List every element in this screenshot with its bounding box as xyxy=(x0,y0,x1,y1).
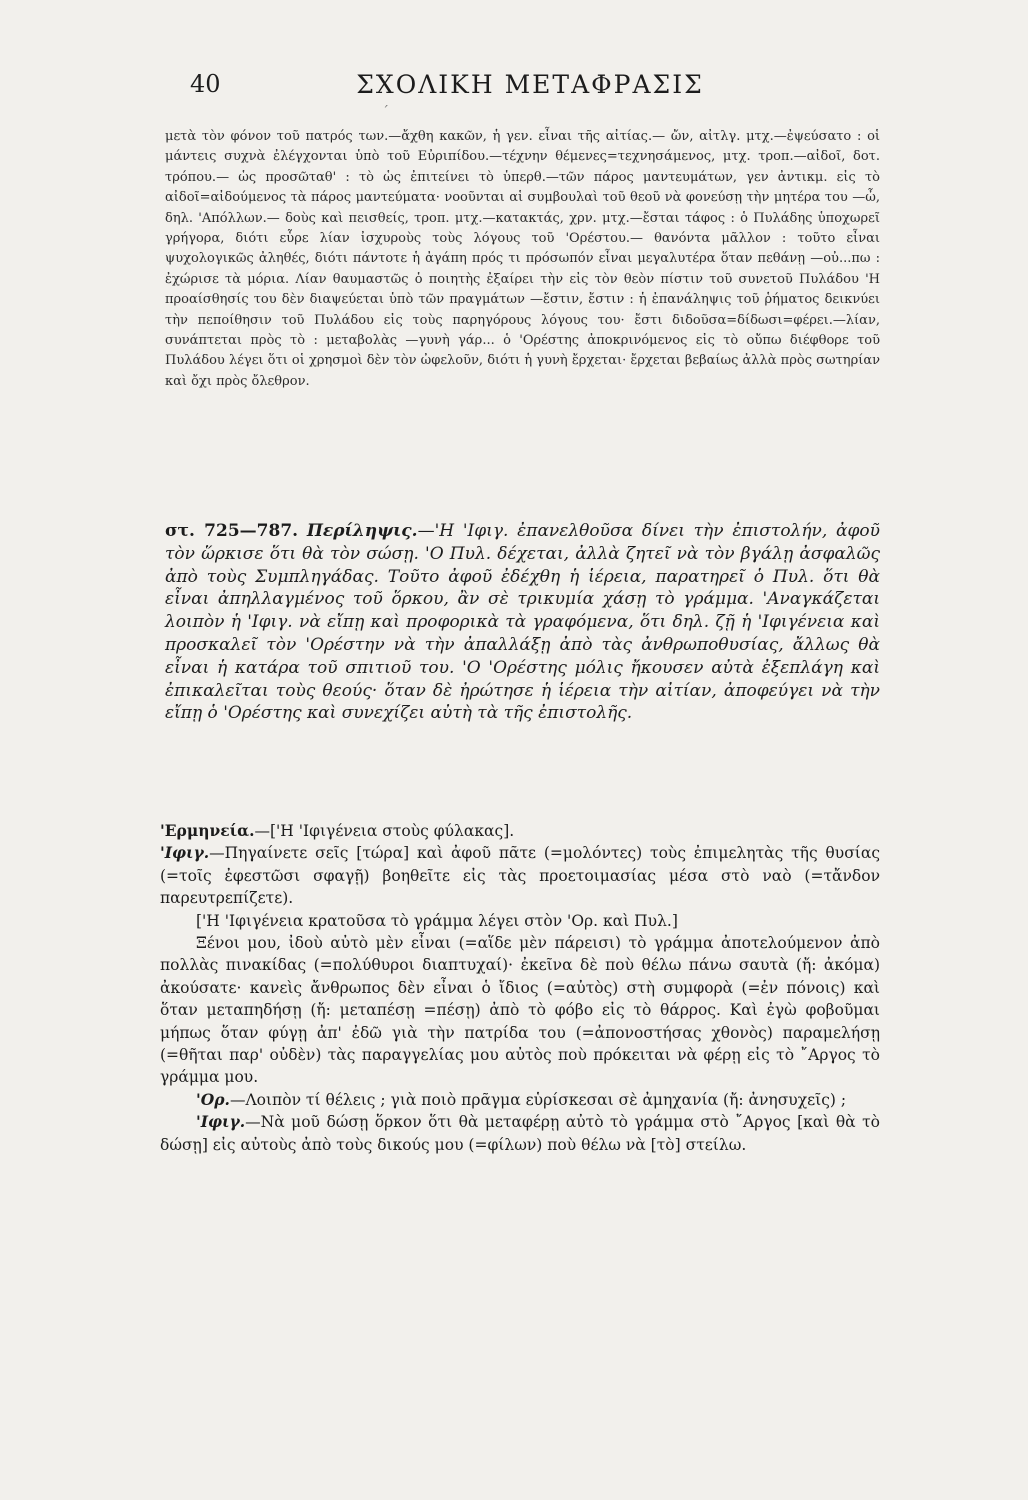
running-title: ΣΧΟΛΙΚΗ ΜΕΤΑΦΡΑΣΙΣ xyxy=(356,70,704,99)
translation-text: —Λοιπὸν τί θέλεις ; γιὰ ποιὸ πρᾶγμα εὑρίσκεσαι σὲ ἀμηχανία (ἤ: ἀνησυχεῖς) ; xyxy=(229,1090,847,1109)
notes-paragraph: μετὰ τὸν φόνον τοῦ πατρός των.—ἄχθη κακῶν, ἡ γεν. εἶναι τῆς αἰτίας.— ὤν, αἰτλγ. μτχ.—ἐψεύσατο : οἱ μάντεις συχνὰ ἐλέγχονται ὑπὸ τοῦ Εὐριπίδου.—τέχνην θέμενες=τεχνησάμενος, μτχ. τροπ.—αἰδοῖ, δοτ. τρόπου.— ὡς προσῶταθ' : τὸ ὡς ἐπιτείνει τὸ ὑπερθ.—τῶν πάρος μαντευμάτων, γεν ἀντικμ. εἰς τὸ αἰδοῖ=αἰδούμενος τὰ πάρος μαντεύματα· νοοῦνται αἱ συμβουλαὶ τοῦ θεοῦ νὰ φονεύσῃ τὴν μητέρα του —ὦ, δηλ. 'Απόλλων.— δοὺς καὶ πεισθείς, τροπ. μτχ.—κατακτάς, χρν. μτχ.—ἔσται τάφος : ὁ Πυλάδης ὑποχωρεῖ γρήγορα, διότι εὗρε λίαν ἰσχυροὺς τοὺς λόγους τοῦ 'Ορέστου.— θανόντα μᾶλλον : τοῦτο εἶναι ψυχολογικῶς ἀληθές, διότι πάντοτε ἡ ἀγάπη πρός τι πρόσωπόν εἶναι μεγαλυτέρα ὅταν πεθάνῃ —οὐ...πω : ἐχώρισε τὰ μόρια. Λίαν θαυμαστῶς ὁ ποιητὴς ἐξαίρει τὴν εἰς τὸν θεὸν πίστιν τοῦ συνετοῦ Πυλάδου 'Η προαίσθησίς του δὲν διαψεύεται ὑπὸ τῶν πραγμάτων —ἔστιν, ἔστιν : ἡ ἐπανάληψις τοῦ ῥήματος δεικνύει τὴν πεποίθησιν τοῦ Πυλάδου εἰς τοὺς παρηγόρους λόγους του· ἔστι διδοῦσα=δίδωσι=φέρει.—λίαν, συνάπτεται πρὸς τὸ : μεταβολὰς —γυνὴ γάρ... ὁ 'Ορέστης ἀποκρινόμενος εἰς τὸ οὔπω διέφθορε τοῦ Πυλάδου λέγει ὅτι οἱ χρησμοὶ δὲν τὸν ὠφελοῦν, διότι ἡ γυνὴ ἔρχεται· ἔρχεται βεβαίως ἀλλὰ πρὸς σωτηρίαν καὶ ὄχι πρὸς ὄλεθρον. xyxy=(165,129,880,389)
verse-range-label: στ. 725—787. xyxy=(165,521,299,541)
translation-block xyxy=(160,1111,880,1156)
translation-text: —Νὰ μοῦ δώσῃ ὅρκον ὅτι θὰ μεταφέρῃ αὐτὸ τὸ γράμμα στὸ ῎Αργος [καὶ θὰ τὸ δώσῃ] εἰς αὐτοὺς ἀπὸ τοὺς δικούς μου (=φίλων) ποὺ θέλω νὰ [τὸ] στείλω. xyxy=(160,1113,880,1154)
speaker-label: 'Ορ. xyxy=(196,1089,230,1109)
stage-direction xyxy=(160,910,880,932)
translation-block xyxy=(160,932,880,1089)
translation-heading: 'Ερμηνεία. xyxy=(160,821,255,840)
translation-block xyxy=(160,1089,880,1111)
summary-heading: Περίληψις. xyxy=(306,521,418,541)
translation-heading-line xyxy=(160,820,880,842)
ink-mark: ˊ xyxy=(382,104,389,120)
translation-text: —Πηγαίνετε σεῖς [τώρα] καὶ ἀφοῦ πᾶτε (=μολόντες) τοὺς ἐπιμελητὰς τῆς θυσίας (=τοῖς ἐφεστῶσι σφαγῇ) βοηθεῖτε εἰς τὰς προετοιμασίας μέσα στὸ ναὸ (=τἄνδον παρευτρεπίζετε). xyxy=(160,844,880,908)
speaker-label: 'Ιφιγ. xyxy=(160,843,210,863)
summary-text: —'Η 'Ιφιγ. ἐπανελθοῦσα δίνει τὴν ἐπιστολήν, ἀφοῦ τὸν ὥρκισε ὅτι θὰ τὸν σώσῃ. 'Ο Πυλ. δέχεται, ἀλλὰ ζητεῖ νὰ τὸν βγάλῃ ἀσφαλῶς ἀπὸ τοὺς Συμπληγάδας. Τοῦτο ἀφοῦ ἐδέχθη ἡ ἱέρεια, παρατηρεῖ ὁ Πυλ. ὅτι θὰ εἶναι ἀπηλλαγμένος τοῦ ὅρκου, ἂν σὲ τρικυμία χάσῃ τὸ γράμμα. 'Αναγκάζεται λοιπὸν ἡ 'Ιφιγ. νὰ εἴπῃ καὶ προφορικὰ τὰ γραφόμενα, ὅτι δηλ. ζῇ ἡ 'Ιφιγένεια καὶ προσκαλεῖ τὸν 'Ορέστην νὰ τὴν ἀπαλλάξῃ ἀπὸ τὰς ἀνθρωποθυσίας, ἄλλως θὰ εἶναι ἡ κατάρα τοῦ σπιτιοῦ του. 'Ο 'Ορέστης μόλις ἤκουσεν αὐτὰ ἐξεπλάγη καὶ ἐπικαλεῖται τοὺς θεούς· ὅταν δὲ ἠρώτησε ἡ ἱέρεια τὴν αἰτίαν, ἀποφεύγει νὰ τὴν εἴπῃ ὁ 'Ορέστης καὶ συνεχίζει αὐτὴ τὰ τῆς ἐπιστολῆς. xyxy=(165,521,880,724)
summary-paragraph xyxy=(165,520,880,725)
translation-block xyxy=(160,842,880,909)
page-number: 40 xyxy=(190,70,221,98)
translation-section xyxy=(160,820,880,1156)
translation-heading-note: —['Η 'Ιφιγένεια στοὺς φύλακας]. xyxy=(254,822,515,840)
speaker-label: 'Ιφιγ. xyxy=(196,1112,246,1132)
page-header xyxy=(190,70,870,110)
translation-text: Ξένοι μου, ἰδοὺ αὐτὸ μὲν εἶναι (=αἵδε μὲν πάρεισι) τὸ γράμμα ἀποτελούμενον ἀπὸ πολλὰς πινακίδας (=πολύθυροι διαπτυχαί)· ἐκεῖνα δὲ ποὺ θέλω πάνω σαυτὰ (ἤ: ἀκόμα) ἀκούσατε· κανεὶς ἄνθρωπος δὲν εἶναι ὁ ἴδιος (=αὐτὸς) στὴ συμφορὰ (=ἐν πόνοις) καὶ ὅταν μεταπηδήσῃ (ἤ: μεταπέσῃ =πέσῃ) ἀπὸ τὸ φόβο εἰς τὸ θάρρος. Καὶ ἐγὼ φοβοῦμαι μήπως ὅταν φύγῃ ἀπ' ἐδῶ γιὰ τὴν πατρίδα του (=ἀπονοστήσας χθονὸς) παραμελήσῃ (=θῆται παρ' οὐδὲν) τὰς παραγγελίας μου αὐτὸς ποὺ πρόκειται νὰ φέρῃ εἰς τὸ ῎Αργος τὸ γράμμα μου. xyxy=(160,934,880,1087)
summary-section xyxy=(165,520,880,725)
commentary-notes xyxy=(165,127,880,392)
translation-text: ['Η 'Ιφιγένεια κρατοῦσα τὸ γράμμα λέγει στὸν 'Ορ. καὶ Πυλ.] xyxy=(196,911,678,930)
